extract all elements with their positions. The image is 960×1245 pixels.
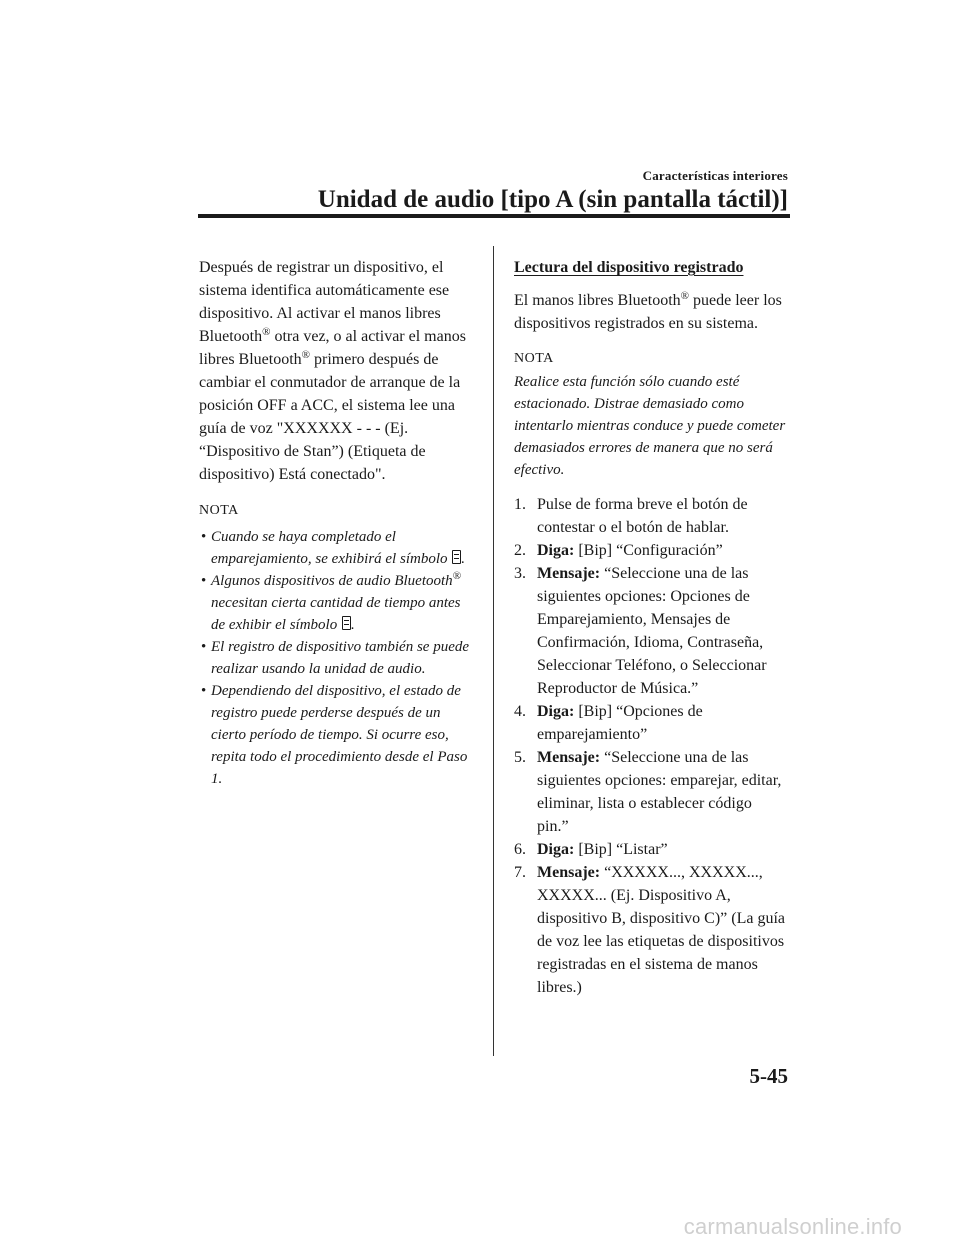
registered-mark: ® xyxy=(680,290,690,302)
list-item xyxy=(514,700,786,746)
intro-text-2: otra vez, o al activar el manos libres Bluetooth xyxy=(199,328,466,368)
list-item xyxy=(199,570,471,636)
header-rule xyxy=(198,214,790,218)
intro-paragraph xyxy=(199,256,471,486)
note-text: El registro de dispositivo también se puede realizar usando la unidad de audio. xyxy=(211,639,470,677)
header-section-label: Características interiores xyxy=(642,168,788,183)
list-item xyxy=(514,838,786,861)
step-number: 6. xyxy=(514,841,526,858)
note-text: Cuando se haya completado el emparejamiento, se exhibirá el símbolo xyxy=(211,529,452,567)
note-text: necesitan cierta cantidad de tiempo antes de exhibir el símbolo xyxy=(211,595,461,633)
step-number: 1. xyxy=(514,496,526,513)
step-text: [Bip] “Opciones de emparejamiento” xyxy=(537,703,703,743)
step-number: 3. xyxy=(514,565,526,582)
step-label: Diga: xyxy=(537,703,575,720)
list-item xyxy=(199,636,471,680)
list-item xyxy=(199,526,471,570)
page-title: Unidad de audio [tipo A (sin pantalla táctil)] xyxy=(317,186,788,213)
list-item xyxy=(199,680,471,790)
registered-mark: ® xyxy=(262,326,271,338)
step-number: 2. xyxy=(514,542,526,559)
steps-list xyxy=(514,493,786,999)
bullet: • xyxy=(201,573,207,589)
intro-text-1: Después de registrar un dispositivo, el sistema identifica automáticamente ese dispositivo. Al activar el manos libres Bluetooth xyxy=(199,259,450,345)
bluetooth-device-icon xyxy=(342,616,351,630)
left-column xyxy=(199,256,471,790)
step-text: [Bip] “Listar” xyxy=(574,841,668,858)
right-column xyxy=(514,256,786,999)
list-item xyxy=(514,493,786,539)
step-text: “XXXXX..., XXXXX..., XXXXX... (Ej. Dispositivo A, dispositivo B, dispositivo C)” (La guía de voz lee las etiquetas de dispositivos registradas en el sistema de manos libres.) xyxy=(537,864,785,996)
page-number: 5-45 xyxy=(749,1064,788,1088)
step-label: Mensaje: xyxy=(537,565,601,582)
bullet: • xyxy=(201,639,207,655)
registered-mark: ® xyxy=(301,349,311,361)
note-text: . xyxy=(350,617,355,633)
list-item xyxy=(514,746,786,838)
step-label: Diga: xyxy=(537,542,575,559)
step-text: “Seleccione una de las siguientes opciones: Opciones de Emparejamiento, Mensajes de Confirmación, Idioma, Contraseña, Seleccionar Teléfono, o Seleccionar Reproductor de Música.” xyxy=(537,565,767,697)
step-text: “Seleccione una de las siguientes opciones: emparejar, editar, eliminar, lista o establecer código pin.” xyxy=(537,749,782,835)
step-text: [Bip] “Configuración” xyxy=(574,542,723,559)
column-divider xyxy=(493,246,494,1056)
list-item xyxy=(514,861,786,999)
registered-mark: ® xyxy=(452,570,462,582)
nota-label: NOTA xyxy=(199,503,239,518)
step-label: Diga: xyxy=(537,841,575,858)
step-number: 4. xyxy=(514,703,526,720)
note-text: . xyxy=(461,551,465,567)
note-text: Algunos dispositivos de audio Bluetooth xyxy=(211,573,453,589)
footer-watermark: carmanualsonline.info xyxy=(683,1214,902,1239)
list-item xyxy=(514,539,786,562)
bluetooth-device-icon xyxy=(452,550,461,564)
note-text: Dependiendo del dispositivo, el estado de registro puede perderse después de un cierto período de tiempo. Si ocurre eso, repita todo el procedimiento desde el Paso 1. xyxy=(211,683,468,787)
right-intro-paragraph xyxy=(514,289,786,335)
intro-text-1: El manos libres Bluetooth xyxy=(514,292,681,309)
nota-label: NOTA xyxy=(514,351,554,366)
intro-text-2: puede leer los dispositivos registrados en su sistema. xyxy=(514,292,782,332)
note-list xyxy=(199,526,471,790)
bullet: • xyxy=(201,529,207,545)
intro-text-3: primero después de cambiar el conmutador de arranque de la posición OFF a ACC, el sistema lee una guía de voz "XXXXXX - - - (Ej. “Dispositivo de Stan”) (Etiqueta de dispositivo) Está conectado". xyxy=(199,351,461,483)
section-title: Lectura del dispositivo registrado xyxy=(514,259,744,276)
step-text: Pulse de forma breve el botón de contestar o el botón de hablar. xyxy=(537,496,748,536)
step-number: 5. xyxy=(514,749,526,766)
nota-text: Realice esta función sólo cuando esté estacionado. Distrae demasiado como intentarlo mientras conduce y puede cometer demasiados errores de manera que no será efectivo. xyxy=(514,374,786,478)
step-label: Mensaje: xyxy=(537,749,601,766)
step-number: 7. xyxy=(514,864,526,881)
list-item xyxy=(514,562,786,700)
step-label: Mensaje: xyxy=(537,864,601,881)
bullet: • xyxy=(201,683,207,699)
